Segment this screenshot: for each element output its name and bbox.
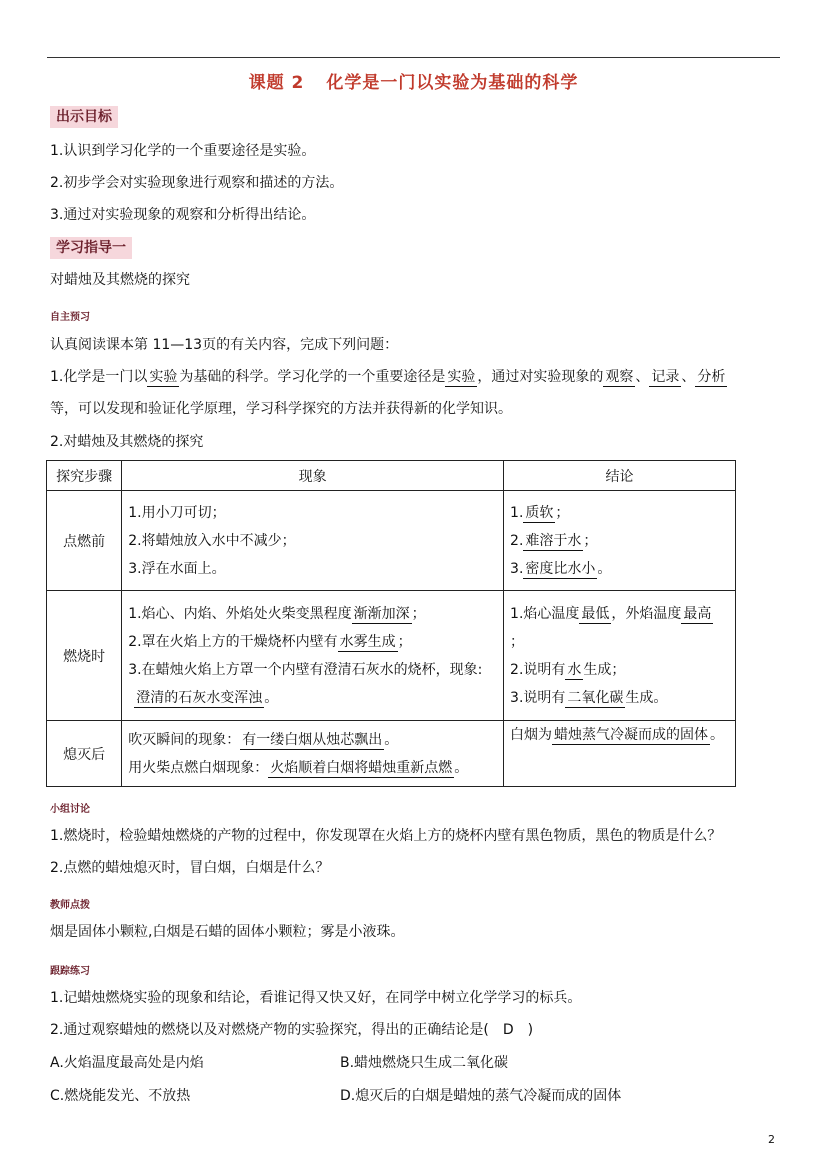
answer-blank: 密度比水小 <box>525 560 596 577</box>
answer-blank: 水雾生成 <box>339 633 396 650</box>
preview-tag: 自主预习 <box>50 312 90 323</box>
phenomena-cell: 1.用小刀可切； 2.将蜡烛放入水中不减少； 3.浮在水面上。 <box>122 491 504 591</box>
answer-blank: 记录 <box>651 369 680 385</box>
experiment-table <box>46 460 736 787</box>
practice-tag: 跟踪练习 <box>50 966 90 977</box>
answer-blank: 实验 <box>447 369 476 385</box>
goal-item: 3.通过对实验现象的观察和分析得出结论。 <box>50 207 316 223</box>
phenomena-cell: 1.焰心、内焰、外焰处火柴变黑程度 渐渐加深 ； 2.罩在火焰上方的干燥烧杯内壁有 水雾生成 ； 3.在蜡烛火焰上方罩一个内壁有澄清石灰水的烧杯，现象: 澄清的石灰水变浑浊 。 <box>122 591 504 721</box>
lesson-title: 化学是一门以实验为基础的科学 <box>326 73 579 93</box>
option-c: C.燃烧能发光、不放热 <box>50 1088 191 1104</box>
teacher-note: 烟是固体小颗粒,白烟是石蜡的固体小颗粒；雾是小液珠。 <box>50 924 405 940</box>
answer-blank: 蜡烛蒸气冷凝而成的固体 <box>554 727 709 743</box>
goal-item: 2.初步学会对实验现象进行观察和描述的方法。 <box>50 175 344 191</box>
header-step: 探究步骤 <box>47 461 122 491</box>
question-1-line-1: 1.化学是一门以 实验 为基础的科学。学习化学的一个重要途径是 实验 ，通过对实验现象的 观察 、 记录 、 分析 <box>50 369 726 385</box>
answer-blank: 水 <box>567 661 582 678</box>
table-row <box>47 491 736 591</box>
option-d: D.熄灭后的白烟是蜡烛的蒸气冷凝而成的固体 <box>340 1088 622 1104</box>
table-row <box>47 591 736 721</box>
answer-blank: 分析 <box>697 369 726 385</box>
table-header-row <box>47 461 736 491</box>
goals-tag: 出示目标 <box>50 106 118 128</box>
option-b: B.蜡烛燃烧只生成二氧化碳 <box>340 1055 509 1071</box>
header-phenomena: 现象 <box>122 461 504 491</box>
conclusion-cell: 1.焰心温度 最低 ，外焰温度 最高 ； 2.说明有 水 生成； 3.说明有 二氧化碳 生成。 <box>504 591 736 721</box>
answer-blank: 质软 <box>525 504 554 521</box>
answer-blank: 渐渐加深 <box>353 605 410 622</box>
answer-blank: 难溶于水 <box>525 532 582 549</box>
phenomena-cell: 吹灭瞬间的现象： 有一缕白烟从烛芯飘出 。 用火柴点燃白烟现象： 火焰顺着白烟将蜡烛重新点燃 。 <box>122 721 504 787</box>
answer-blank: 二氧化碳 <box>567 689 624 706</box>
lesson-number: 课题 2 <box>248 73 305 93</box>
preview-intro: 认真阅读课本第 11—13页的有关内容，完成下列问题： <box>50 337 399 353</box>
answer-blank: 有一缕白烟从烛芯飘出 <box>242 731 383 748</box>
question-1-line-2: 等，可以发现和验证化学原理，学习科学探究的方法并获得新的化学知识。 <box>50 401 512 417</box>
page-number: 2 <box>768 1133 775 1146</box>
discussion-tag: 小组讨论 <box>50 804 90 815</box>
teacher-tag: 教师点拨 <box>50 900 90 911</box>
step-label: 点燃前 <box>47 491 122 591</box>
practice-question-2: 2.通过观察蜡烛的燃烧以及对燃烧产物的实验探究，得出的正确结论是( D ) <box>50 1022 534 1038</box>
step-label: 燃烧时 <box>47 591 122 721</box>
guide-tag: 学习指导一 <box>50 237 132 259</box>
goal-item: 1.认识到学习化学的一个重要途径是实验。 <box>50 143 316 159</box>
discussion-item: 1.燃烧时，检验蜡烛燃烧的产物的过程中，你发现罩在火焰上方的烧杯内壁有黑色物质，黑色的物质是什么？ <box>50 828 722 844</box>
answer-blank: 火焰顺着白烟将蜡烛重新点燃 <box>270 759 453 776</box>
answer-blank: 澄清的石灰水变浑浊 <box>136 689 263 706</box>
option-a: A.火焰温度最高处是内焰 <box>50 1055 204 1071</box>
answer-blank: 最高 <box>683 605 712 622</box>
answer-blank: 观察 <box>605 369 634 385</box>
discussion-item: 2.点燃的蜡烛熄灭时，冒白烟，白烟是什么？ <box>50 860 330 876</box>
table-row <box>47 721 736 787</box>
conclusion-cell: 白烟为 蜡烛蒸气冷凝而成的固体 。 <box>504 721 736 787</box>
header-conclusion: 结论 <box>504 461 736 491</box>
practice-question-1: 1.记蜡烛燃烧实验的现象和结论，看谁记得又快又好，在同学中树立化学学习的标兵。 <box>50 990 582 1006</box>
conclusion-cell: 1. 质软 ； 2. 难溶于水 ； 3. 密度比水小 。 <box>504 491 736 591</box>
header-rule <box>47 57 780 58</box>
answer-blank: 实验 <box>149 369 178 385</box>
guide-topic: 对蜡烛及其燃烧的探究 <box>50 272 190 288</box>
page-title <box>0 68 827 93</box>
answer-blank: 最低 <box>581 605 610 622</box>
step-label: 熄灭后 <box>47 721 122 787</box>
question-2: 2.对蜡烛及其燃烧的探究 <box>50 434 204 450</box>
